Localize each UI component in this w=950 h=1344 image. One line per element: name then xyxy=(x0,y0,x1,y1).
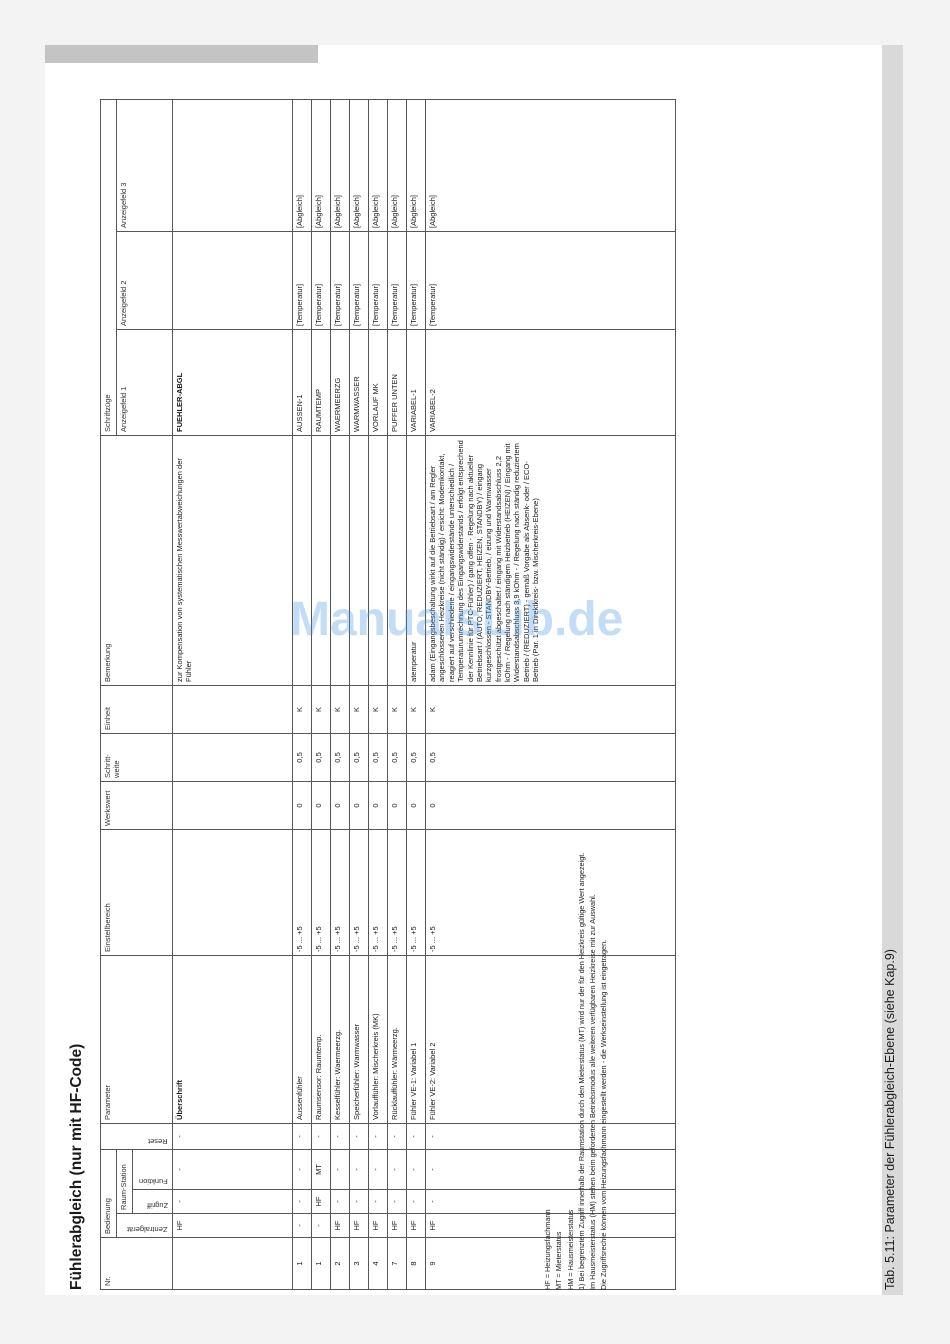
cell-af2: [Temperatur] xyxy=(426,231,676,329)
header-einheit: Einheit xyxy=(101,685,173,733)
cell-reset: - xyxy=(331,1123,350,1149)
cell-bereich: -5 ... +5 xyxy=(407,829,426,955)
cell-parameter: Vorlauffühler: Mischerkreis (MK) xyxy=(369,955,388,1123)
cell-parameter: Aussenfühler xyxy=(293,955,312,1123)
header-parameter: Parameter xyxy=(101,955,173,1123)
cell-funktion: - xyxy=(407,1149,426,1189)
cell-af2: [Temperatur] xyxy=(312,231,331,329)
cell-schritt: 0,5 xyxy=(350,733,369,781)
cell-af3 xyxy=(173,99,293,231)
cell-funktion: - xyxy=(369,1149,388,1189)
cell-nr xyxy=(173,1238,293,1290)
cell-af1: VARIABEL-1 xyxy=(407,329,426,435)
table-row xyxy=(312,99,331,1289)
header-anzeigefeld3: Anzeigefeld 3 xyxy=(117,99,173,231)
cell-af3: [Abgleich] xyxy=(350,99,369,231)
cell-af3: [Abgleich] xyxy=(312,99,331,231)
cell-zentral: HF xyxy=(426,1214,676,1238)
cell-nr: 7 xyxy=(388,1238,407,1290)
cell-reset: - xyxy=(173,1123,293,1149)
cell-reset: - xyxy=(388,1123,407,1149)
cell-funktion: - xyxy=(293,1149,312,1189)
cell-af3: [Abgleich] xyxy=(426,99,676,231)
header-zentralgeraet: Zentralgerät xyxy=(117,1214,173,1238)
header-bedienung: Bedienung xyxy=(101,1149,117,1237)
cell-parameter: Rücklauffühler: Wärmeerzg. xyxy=(388,955,407,1123)
cell-bemerkung: zur Kompensation von systematischen Messwertabweichungen der Fühler xyxy=(173,435,293,685)
cell-af2 xyxy=(173,231,293,329)
cell-af3: [Abgleich] xyxy=(407,99,426,231)
cell-einheit: K xyxy=(350,685,369,733)
cell-bereich: -5 ... +5 xyxy=(331,829,350,955)
cell-af1: VARIABEL-2 xyxy=(426,329,676,435)
footnote: HF = Heizungsfachmann xyxy=(543,1209,552,1290)
cell-bemerkung xyxy=(312,435,331,685)
cell-zentral: - xyxy=(293,1214,312,1238)
cell-bereich: -5 ... +5 xyxy=(350,829,369,955)
cell-funktion: - xyxy=(350,1149,369,1189)
cell-af3: [Abgleich] xyxy=(331,99,350,231)
footnote: MT = Mieterstatus xyxy=(554,1231,564,1290)
cell-parameter: Speicherfühler: Warmwasser xyxy=(350,955,369,1123)
cell-parameter: Überschrift xyxy=(173,955,293,1123)
header-anzeigefeld1: Anzeigefeld 1 xyxy=(117,329,173,435)
cell-zentral: HF xyxy=(388,1214,407,1238)
cell-reset: - xyxy=(350,1123,369,1149)
header-zugriff: Zugriff xyxy=(133,1190,173,1214)
cell-bemerkung xyxy=(293,435,312,685)
watermark: ManualsLib.de xyxy=(290,593,624,646)
cell-einheit: K xyxy=(407,685,426,733)
cell-af3: [Abgleich] xyxy=(388,99,407,231)
cell-schritt: 0,5 xyxy=(388,733,407,781)
cell-bereich: -5 ... +5 xyxy=(312,829,331,955)
cell-bemerkung xyxy=(331,435,350,685)
footnote: Die Zugriffsrechte können vom Heizungsfachmann eingestellt werden - die Werkseinstellung ist eingetragen. xyxy=(599,939,609,1290)
cell-reset: - xyxy=(312,1123,331,1149)
cell-nr: 3 xyxy=(350,1238,369,1290)
cell-einheit: K xyxy=(331,685,350,733)
cell-nr: 1 xyxy=(293,1238,312,1290)
cell-bereich: -5 ... +5 xyxy=(426,829,676,955)
cell-zugriff: - xyxy=(331,1190,350,1214)
cell-zugriff: - xyxy=(369,1190,388,1214)
cell-parameter: Raumsensor: Raumtemp. xyxy=(312,955,331,1123)
cell-zentral: HF xyxy=(331,1214,350,1238)
table-row xyxy=(350,99,369,1289)
cell-funktion: - xyxy=(426,1149,676,1189)
cell-nr: 1 xyxy=(312,1238,331,1290)
cell-reset: - xyxy=(293,1123,312,1149)
cell-reset: - xyxy=(369,1123,388,1149)
cell-af1: WAERMEERZG xyxy=(331,329,350,435)
cell-bereich: -5 ... +5 xyxy=(369,829,388,955)
cell-bereich xyxy=(173,829,293,955)
cell-reset: - xyxy=(407,1123,426,1149)
cell-nr: 4 xyxy=(369,1238,388,1290)
header-schriftzuege: Schriftzüge xyxy=(101,99,117,435)
cell-af3: [Abgleich] xyxy=(293,99,312,231)
header-einstellbereich: Einstellbereich xyxy=(101,829,173,955)
header-raum-station: Raum-Station xyxy=(117,1149,133,1213)
cell-zentral: HF xyxy=(173,1214,293,1238)
header-funktion: Funktion xyxy=(133,1149,173,1189)
cell-parameter: Kesselfühler: Waermeerzg. xyxy=(331,955,350,1123)
cell-bereich: -5 ... +5 xyxy=(293,829,312,955)
footnote: Im Hausmeisterstatus (HM) stehen beim geforderten Betriebsmodus alle weiteren verfügbaren Heizkreise mit zur Auswahl. xyxy=(588,894,598,1290)
cell-zugriff: - xyxy=(350,1190,369,1214)
cell-werkswert: 0 xyxy=(407,781,426,829)
table-row xyxy=(369,99,388,1289)
cell-af1: AUSSEN-1 xyxy=(293,329,312,435)
cell-zentral: HF xyxy=(407,1214,426,1238)
cell-einheit: K xyxy=(293,685,312,733)
cell-zugriff: - xyxy=(388,1190,407,1214)
rotated-content xyxy=(70,100,630,1290)
cell-af1: VORLAUF MK xyxy=(369,329,388,435)
cell-schritt: 0,5 xyxy=(331,733,350,781)
header-bar xyxy=(45,45,318,63)
header-nr: Nr. xyxy=(101,1238,173,1290)
cell-schritt: 0,5 xyxy=(407,733,426,781)
cell-nr: 9 xyxy=(426,1238,676,1290)
cell-werkswert: 0 xyxy=(331,781,350,829)
cell-nr: 8 xyxy=(407,1238,426,1290)
cell-einheit: K xyxy=(369,685,388,733)
cell-werkswert: 0 xyxy=(350,781,369,829)
cell-werkswert: 0 xyxy=(426,781,676,829)
cell-bemerkung xyxy=(388,435,407,685)
cell-bemerkung: adam (Eingangsbeschaltung wirkt auf die Betriebsart / am Regler angeschlossenen Heizkreise (nicht ständig) / ersicht: Modemkontakt, reagiert auf verschiedene / eingangswiderstände unterschiedlich / Temperaturumrechnung des Eingangswiderstands / erfolgt entsprechend der Kennlinie für PTC-Fühler) / gang offen - Regelung nach aktueller Betriebsart / (AUTO, REDUZIERT, HEIZEN, STANDBY) / eingang kurzgeschlossen - STANDBY-Betrieb, / eizung und Warmwasser frostgeschützt abgeschaltet / eingang mit Widerstandsabschluss 2,2 kOhm - / Regelung nach ständigem Heizbetrieb (HEIZEN) / Eingang mit Widerstandsabschluss 3,9 kOhm - / Regelung nach ständig reduziertem Betrieb / (REDUZIERT) - gemäß Vorgabe als Absenk- oder / ECO-Betrieb (Par. 1 in Direktkreis- bzw. Mischerkreis-Ebene) xyxy=(426,435,676,685)
table-row xyxy=(293,99,312,1289)
cell-zentral: - xyxy=(312,1214,331,1238)
cell-funktion: - xyxy=(173,1149,293,1189)
cell-af1: RAUMTEMP xyxy=(312,329,331,435)
cell-zugriff: - xyxy=(293,1190,312,1214)
footnote: 1) Bei begrenztem Zugriff innerhalb der Raumstation durch den Mieterstatus (MT) wird nur der für den Heizkreis gültige Wert angezeigt. xyxy=(576,852,586,1290)
cell-af2: [Temperatur] xyxy=(388,231,407,329)
cell-af1: FUEHLER-ABGL xyxy=(173,329,293,435)
cell-af2: [Temperatur] xyxy=(293,231,312,329)
cell-einheit: K xyxy=(388,685,407,733)
cell-bemerkung xyxy=(350,435,369,685)
cell-reset: - xyxy=(426,1123,676,1149)
cell-zugriff: HF xyxy=(312,1190,331,1214)
cell-werkswert xyxy=(173,781,293,829)
header-schrittweite: Schritt-weite xyxy=(101,733,173,781)
cell-zugriff: - xyxy=(407,1190,426,1214)
table-row xyxy=(331,99,350,1289)
cell-zugriff: - xyxy=(426,1190,676,1214)
table-row xyxy=(173,99,293,1289)
cell-bemerkung: atemperatur xyxy=(407,435,426,685)
cell-werkswert: 0 xyxy=(312,781,331,829)
cell-nr: 2 xyxy=(331,1238,350,1290)
cell-funktion: - xyxy=(331,1149,350,1189)
cell-schritt xyxy=(173,733,293,781)
header-bemerkung: Bemerkung xyxy=(101,435,173,685)
cell-werkswert: 0 xyxy=(293,781,312,829)
document-title: Fühlerabgleich (nur mit HF-Code) xyxy=(68,1043,85,1290)
cell-schritt: 0,5 xyxy=(369,733,388,781)
table-row xyxy=(388,99,407,1289)
cell-bemerkung xyxy=(369,435,388,685)
table-row xyxy=(407,99,426,1289)
cell-af2: [Temperatur] xyxy=(407,231,426,329)
cell-funktion: - xyxy=(388,1149,407,1189)
cell-funktion: MT xyxy=(312,1149,331,1189)
cell-zentral: HF xyxy=(369,1214,388,1238)
cell-einheit xyxy=(173,685,293,733)
cell-af1: WARMWASSER xyxy=(350,329,369,435)
header-reset: Reset xyxy=(101,1123,173,1149)
cell-schritt: 0,5 xyxy=(426,733,676,781)
cell-af3: [Abgleich] xyxy=(369,99,388,231)
cell-af2: [Temperatur] xyxy=(331,231,350,329)
cell-parameter: Fühler VE-1: Variabel 1 xyxy=(407,955,426,1123)
cell-zugriff: - xyxy=(173,1190,293,1214)
table-caption: Tab. 5.11: Parameter der Fühlerabgleich-Ebene (siehe Kap.9) xyxy=(883,949,897,1290)
cell-af2: [Temperatur] xyxy=(350,231,369,329)
header-werkswert: Werkswert xyxy=(101,781,173,829)
cell-einheit: K xyxy=(312,685,331,733)
header-anzeigefeld2: Anzeigefeld 2 xyxy=(117,231,173,329)
cell-schritt: 0,5 xyxy=(293,733,312,781)
cell-schritt: 0,5 xyxy=(312,733,331,781)
cell-parameter: Fühler VE-2: Variabel 2 xyxy=(426,955,676,1123)
cell-af2: [Temperatur] xyxy=(369,231,388,329)
cell-werkswert: 0 xyxy=(369,781,388,829)
cell-af1: PUFFER UNTEN xyxy=(388,329,407,435)
footnote: HM = Hausmeisterstatus xyxy=(565,1209,575,1290)
cell-einheit: K xyxy=(426,685,676,733)
footnotes xyxy=(542,853,610,1290)
cell-bereich: -5 ... +5 xyxy=(388,829,407,955)
cell-werkswert: 0 xyxy=(388,781,407,829)
cell-zentral: HF xyxy=(350,1214,369,1238)
